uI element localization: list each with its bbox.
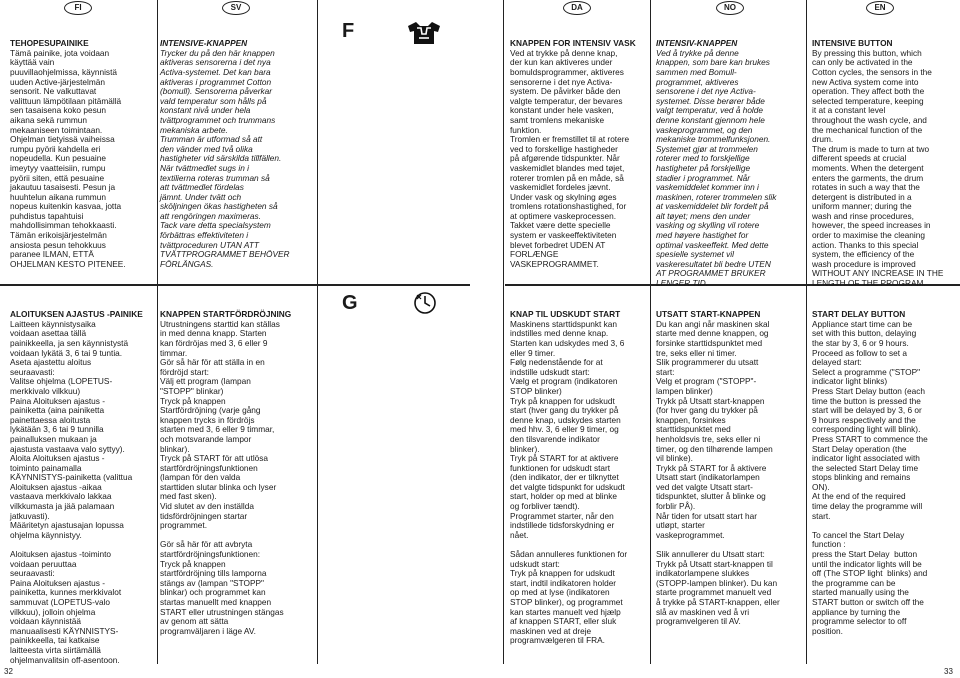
page-number-left: 32 <box>4 667 13 676</box>
fi-start-delay-body: Laitteen käynnistysaika voidaan asettaa tällä painikkeella, ja sen käynnistystä voidaan lykätä 3, 6 tai 9 tuntia. Aseta ajastettu aloitus seuraavasti: Valitse ohjelma (LOPETUS- merkkivalo vilkkuu) Paina Aloituksen ajastus - painiketta (aina painiketta painettaessa aloitusta lykätään 3, 6 tai 9 tunnilla painalluksen mukaan ja ajastusta vastaava valo syttyy). Aloita Aloituksen ajastus - toiminto painamalla KÄYNNISTYS-painiketta (valittua Aloituksen ajastus -aikaa vastaava merkkivalo lakkaa vilkkumasta ja jää palamaan jatkuvasti). Määritetyn ajastusajan lopussa ohjelma käynnistyy. Aloituksen ajastus -toiminto voidaan peruuttaa seuraavasti: Paina Aloituksen ajastus - painiketta, kunnes merkkivalot sammuvat (LOPETUS-valo vilkkuu), jolloin ohjelma voidaan käynnistää manuaalisesti KÄYNNISTYS- painikkeella, tai katkaise laitteesta virta siirtämällä ohjelmanvalitsin off-asentoon. <box>10 318 133 665</box>
en-intensive-title: INTENSIVE BUTTON <box>812 38 893 49</box>
section-letter-f: F <box>342 20 355 42</box>
no-intensive-title: INTENSIV-KNAPPEN <box>656 38 738 49</box>
en-intensive-section <box>812 20 958 289</box>
divider-left <box>157 0 158 664</box>
en-intensive-body: By pressing this button, which can only be activated in the Cotton cycles, the sensors in the new Activa system come into operation. They affect both the selected temperature, keeping it at a constant level throughout the wash cycle, and the mechanical function of the drum. The drum is made to turn at two different speeds at crucial moments. When the detergent enters the garments, the drum rotates in such a way that the detergent is distributed in a uniform manner; during the wash and rinse procedures, however, the speed increases in order to maximise the cleaning action. Thanks to this special system, the efficiency of the wash procedure is improved WITHOUT ANY INCREASE IN THE LENGTH OF THE PROGRAM. <box>812 47 944 289</box>
fi-intensive-title: TEHOPESUPAINIKE <box>10 38 89 49</box>
fi-start-delay-title: ALOITUKSEN AJASTUS -PAINIKE <box>10 309 143 320</box>
da-start-delay-section <box>510 291 650 663</box>
da-start-delay-title: KNAP TIL UDSKUDT START <box>510 309 621 320</box>
da-intensive-body: Ved at trykke på denne knap, der kun kan aktiveres under bomuldsprogrammer, aktiveres sensorerne i det nye Activa- system. De påvirker både den valgte temperatur, der bevares konstant under hele vasken, samt tromlens mekaniske funktion. Tromlen er fremstillet til at rotere ved to forskellige hastigheder på afgørende tidspunkter. Når vaskemidlet blandes med tøjet, roterer tromlen på en måde, så vaskemidlet fordeles jævnt. Under vask og skylning øges tromlens rotationshastighed, for at optimere vaskeprocessen. Takket være dette specielle system er vaskeeffektiviteten blevet forbedret UDEN AT FORLÆNGE VASKEPROGRAMMET. <box>510 47 630 269</box>
no-start-delay-title: UTSATT START-KNAPPEN <box>656 309 761 320</box>
no-start-delay-body: Du kan angi når maskinen skal starte med denne knappen, og forsinke starttidspunktet med tre, seks eller ni timer. Slik programmerer du utsatt start: Velg et program ("STOPP"- lampen blinker) Trykk på Utsatt start-knappen (for hver gang du trykker på knappen, forsinkes starttidspunktet med henholdsvis tre, seks eller ni timer, og den tilhørende lampen vil blinke). Trykk på START for å aktivere Utsatt start (indikatorlampen ved det valgte Utsatt start- tidspunktet, slutter å blinke og forblir PÅ). Når tiden for utsatt start har utløpt, starter vaskeprogrammet. Slik annullerer du Utsatt start: Trykk på Utsatt start-knappen til indikatorlampene slukkes (STOPP-lampen blinker). Du kan starte programmet manuelt ved å trykke på START-knappen, eller slå av maskinen ved å vri programvelgeren til AV. <box>656 318 780 627</box>
da-start-delay-body: Maskinens starttidspunkt kan indstilles med denne knap. Starten kan udskydes med 3, 6 eller 9 timer. Følg nedenstående for at indstille udskudt start: Vælg et program (indikatoren STOP blinker) Tryk på knappen for udskudt start (hver gang du trykker på denne knap, udskydes starten med hhv. 3, 6 eller 9 timer, og den tilsvarende indikator blinker). Tryk på START for at aktivere funktionen for udskudt start (den indikator, der er tilknyttet det valgte tidspunkt for udskudt start, holder op med at blinke og forbliver tændt). Programmet starter, når den indstillede tidsforskydning er nået. Sådan annulleres funktionen for udskudt start: Tryk på knappen for udskudt start, indtil indikatoren holder op med at lyse (indikatoren STOP blinker), og programmet kan startes manuelt ved hjælp af knappen START, eller sluk maskinen ved at dreje programvælgeren til FRA. <box>510 318 628 646</box>
en-start-delay-body: Appliance start time can be set with this button, delaying the star by 3, 6 or 9 hours. Proceed as follow to set a delayed start: Select a programme ("STOP" indicator light blinks) Press Start Delay button (each time the button is pressed the start will be delayed by 3, 6 or 9 hours respectively and the corresponding light will blink). Press START to commence the Start Delay operation (the indicator light associated with the selected Start Delay time stops blinking and remains ON). At the end of the required time delay the programme will start. To cancel the Start Delay function : press the Start Delay button until the indicator lights will be off (The STOP light blinks) and the programme can be started manually using the START button or switch off the appliance by turning the programme selector to off position. <box>812 318 928 636</box>
start-delay-icon <box>412 290 438 316</box>
badge-en: EN <box>866 1 894 15</box>
divider-far-right <box>806 0 807 664</box>
da-intensive-title: KNAPPEN FOR INTENSIV VASK <box>510 38 636 49</box>
sv-start-delay-body: Utrustningens starttid kan ställas in med denna knapp. Starten kan fördröjas med 3, 6 eller 9 timmar. Gör så här för att ställa in en fördröjd start: Välj ett program (lampan "STOPP" blinkar) Tryck på knappen Startfördröjning (varje gång knappen trycks in fördröjs starten med 3, 6 eller 9 timmar, och motsvarande lampor blinkar). Tryck på START för att utlösa startfördröjningsfunktionen (lampan för den valda starttiden slutar blinka och lyser med fast sken). Vid slutet av den inställda tidsfördröjningen startar programmet. Gör så här för att avbryta startfördröjningsfunktionen: Tryck på knappen startfördröjning tills lamporna stängs av (lampan "STOPP" blinkar) och programmet kan startas manuellt med knappen START eller utrustningen stängas av genom att sätta programväljaren i läge AV. <box>160 318 284 636</box>
page-number-right: 33 <box>944 667 953 676</box>
fi-intensive-section <box>10 20 155 282</box>
en-start-delay-title: START DELAY BUTTON <box>812 309 906 320</box>
fi-start-delay-section <box>10 291 155 663</box>
divider-mid-right <box>503 0 504 664</box>
no-start-delay-section <box>656 291 804 663</box>
intensive-wash-icon <box>404 20 444 46</box>
sv-intensive-section <box>160 20 315 282</box>
section-divider-left <box>0 284 470 286</box>
badge-sv: SV <box>222 1 250 15</box>
no-intensive-section <box>656 20 804 289</box>
divider-mid-left <box>317 0 318 664</box>
sv-intensive-title: INTENSIVE-KNAPPEN <box>160 38 248 49</box>
badge-da: DA <box>563 1 591 15</box>
sv-start-delay-title: KNAPPEN STARTFÖRDRÖJNING <box>160 309 292 320</box>
da-intensive-section <box>510 20 650 282</box>
badge-fi: FI <box>64 1 92 15</box>
divider-right <box>650 0 651 664</box>
en-start-delay-section <box>812 291 958 663</box>
section-letter-g: G <box>342 292 358 314</box>
fi-intensive-body: Tämä painike, jota voidaan käyttää vain puuvillaohjelmissa, käynnistä uuden Active-järjestelmän sensorit. Ne valkuttavat valittuun lämpötilaan pitämällä sen tasaisena koko pesun aikana sekä rummun mekaaniseen toimintaan. Ohjelman tietyissä vaiheissa rumpu pyörii kahdella eri nopeudella. Kun pesuaine imeytyy vaatteisiin, rumpu pyörii siten, että pesuaine jakautuu tasaisesti. Pesun ja huuhtelun aikana rummun nopeus kuitenkin kasvaa, jotta puhdistus tapahtuisi mahdollisimman tehokkaasti. Tämän erikoisjärjestelmän ansiosta pesun tehokkuus paranee ILMAN, ETTÄ OHJELMAN KESTO PITENEE. <box>10 47 126 269</box>
badge-no: NO <box>716 1 744 15</box>
sv-start-delay-section <box>160 291 315 663</box>
sv-intensive-body: Trycker du på den här knappen aktiveras sensorerna i det nya Activa-systemet. Det kan bara aktiveras i programmet Cotton (bomull). Sensorerna påverkar vald temperatur som hålls på konstant nivå under hela tvättprogrammet och trummans mekaniska arbete. Trumman är utformad så att den vänder med två olika hastigheter vid särskilda tillfällen. När tvättmedlet sugs in i textilierna roteras trumman så att tvättmedlet fördelas jämnt. Under tvätt och sköljningen ökas hastigheten så att rengöringen maximeras. Tack vare detta specialsystem förbättras effektiviteten i tvättproceduren UTAN ATT TVÄTTPROGRAMMET BEHÖVER FÖRLÄNGAS. <box>160 47 290 269</box>
no-intensive-body: Ved å trykke på denne knappen, som bare kan brukes sammen med Bomull- programmet, aktiveres sensorene i det nye Activa- systemet. Disse berører både valgt temperatur, ved å holde denne konstant gjennom hele vaskeprogrammet, og den mekaniske trommelfunksjonen. Systemet gjør at trommelen roterer med to forskjellige hastigheter på forskjellige stadier i programmet. Når vaskemiddelet kommer inn i maskinen, roterer trommelen slik at vaskemiddelet blir fordelt på alt tøyet; mens den under vasking og skylling vil rotere med høyere hastighet for optimal vaskeeffekt. Med dette spesielle systemet vil vaskeresultatet bli bedre UTEN AT PROGRAMMET BRUKER LENGER TID. <box>656 47 777 289</box>
